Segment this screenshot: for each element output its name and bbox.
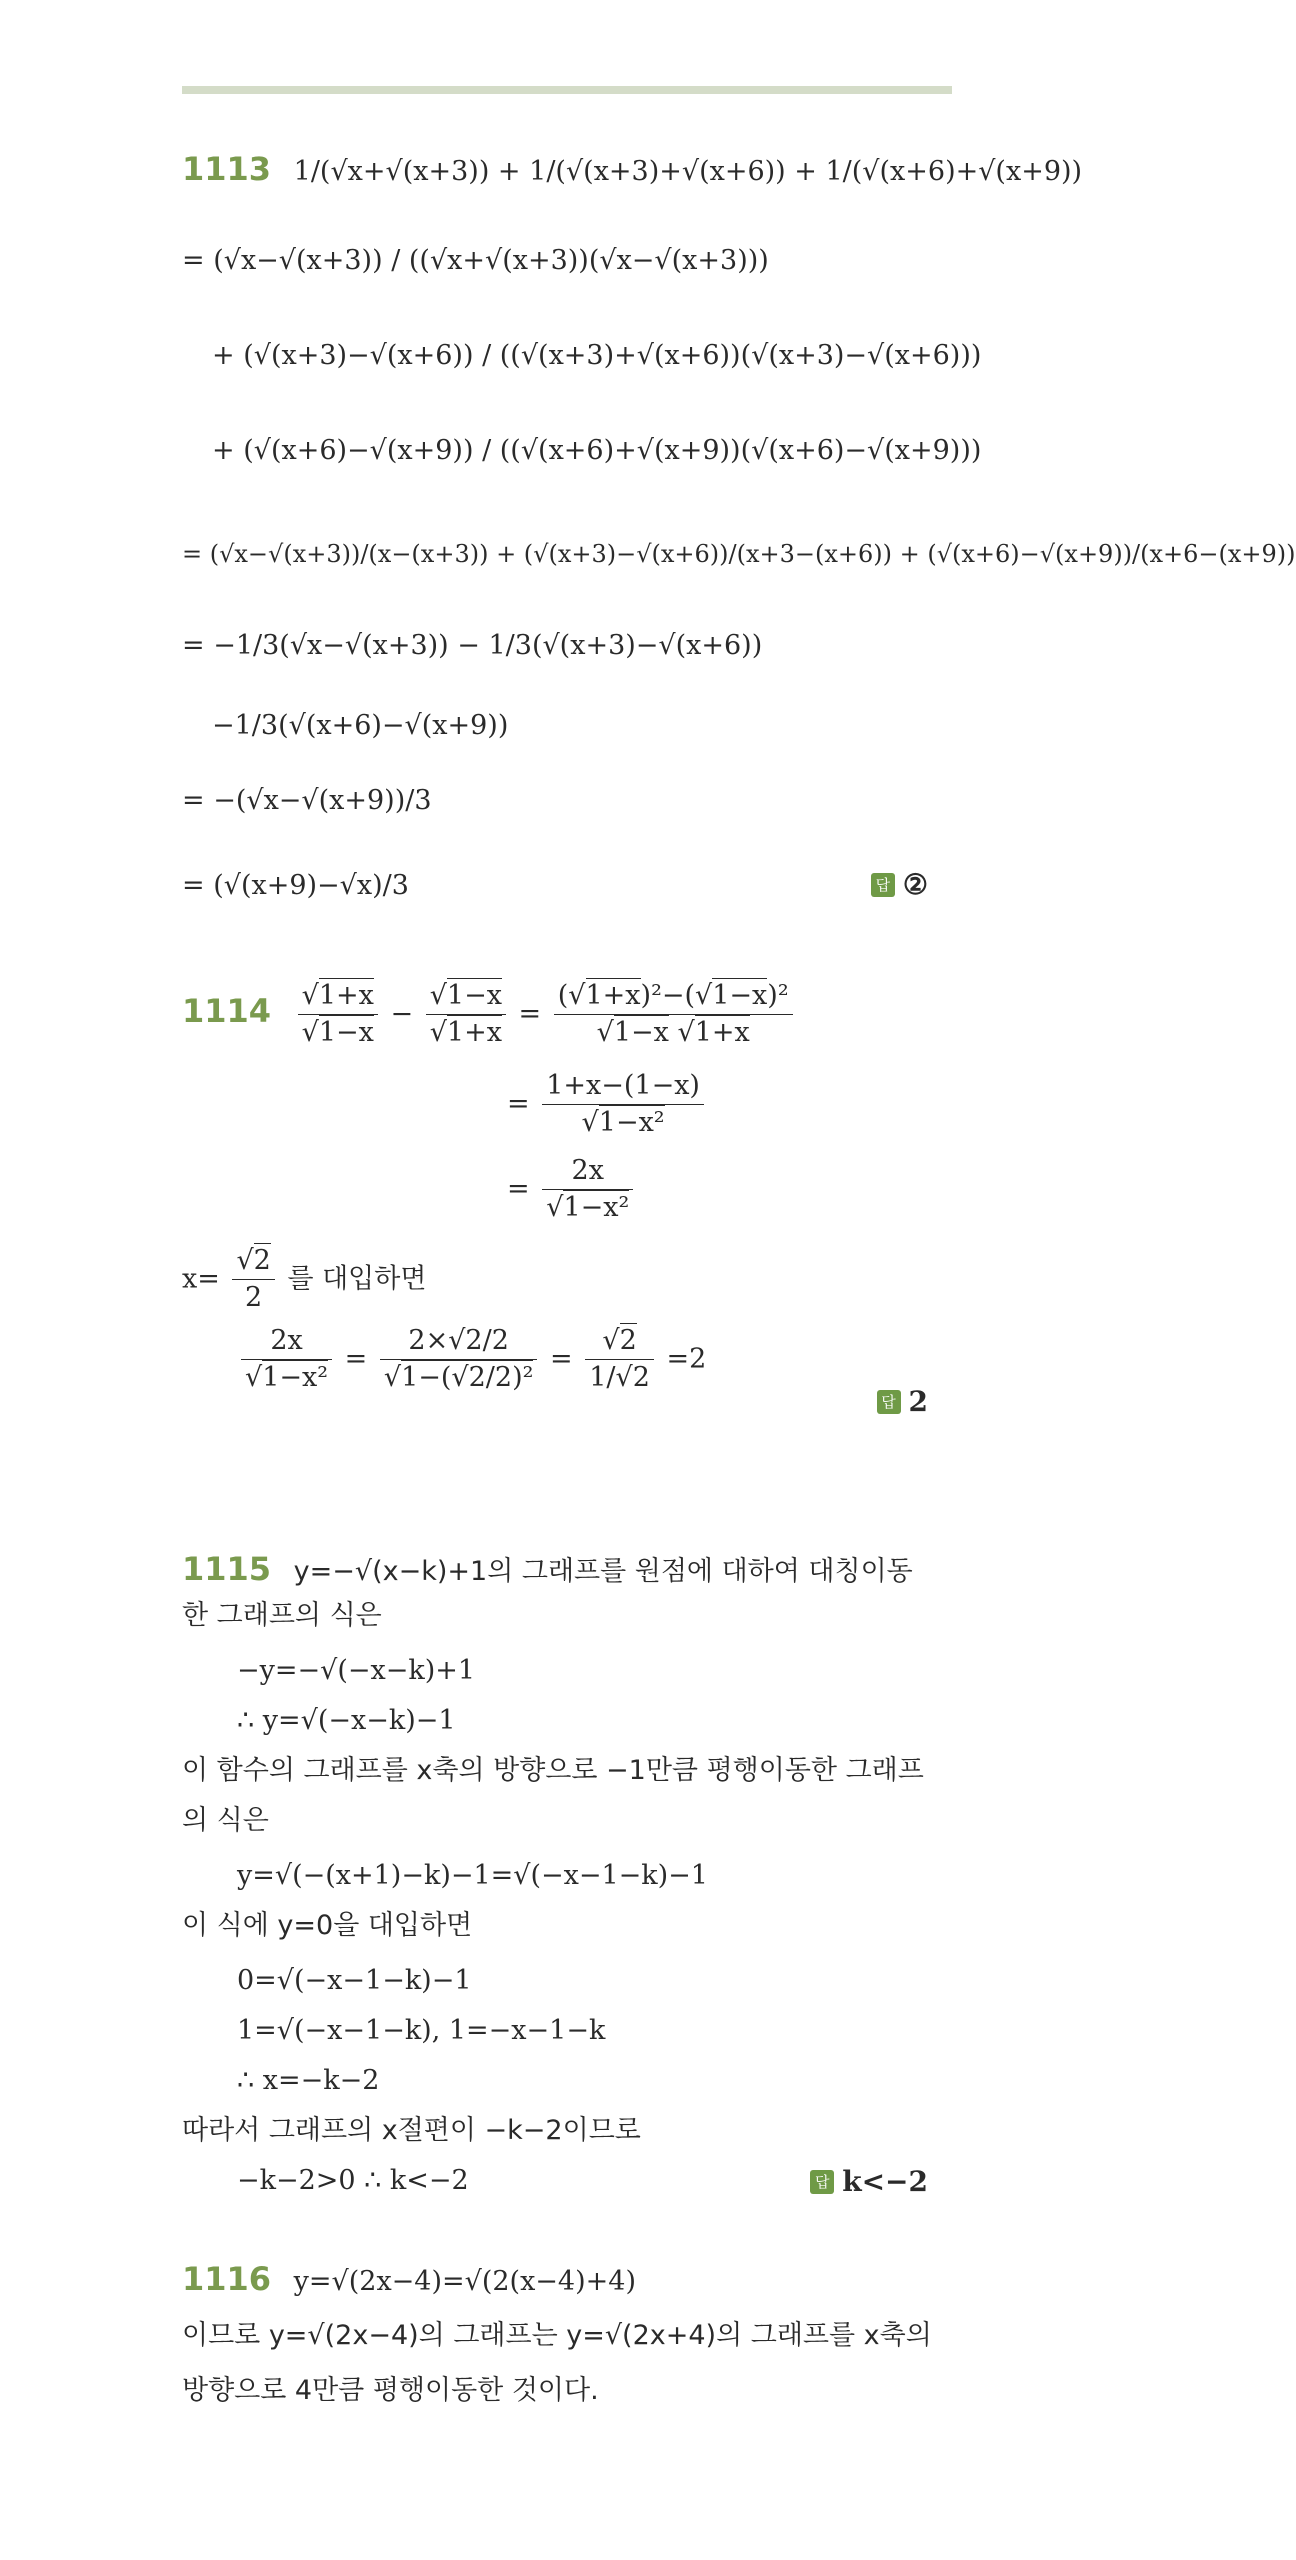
top-divider [182, 86, 952, 94]
fraction: $\frac{√1+x}{√1-x}$ [298, 980, 378, 1050]
equation-line: 1/(√x+√(x+3)) + 1/(√(x+3)+√(x+6)) + 1/(√(x+6)+√(x+9)) [293, 156, 1083, 187]
solution-1114: 1114 $\frac{√1+x}{√1-x}$ − $\frac{√1-x}{√1+x}$ = $\frac{\text{(√1+x)²−(√1−x)²}}{√1-x √1+x}$ = $\frac{1+x-(1-x)}{\text{√1−x²}}$ = $\frac{2x}{\text{√1−x²}}$ x= $\frac{√2}{2}$ 를 대입하면 $\frac{2x}{\text{√1−x²}}$ = $\frac{2\times√2/2}{\text{√1−(√2/2)²}}$ = $\frac{√2}{1/√2}$ =2 답 2 [182, 980, 928, 1418]
equation-line: −y=−√(−x−k)+1 [237, 1655, 476, 1686]
equation-line: = −(√x−√(x+9))/3 [182, 785, 432, 816]
problem-number: 1114 [182, 992, 272, 1031]
problem-number: 1113 [182, 150, 272, 188]
fraction: $\frac{2\times√2/2}{\text{√1−(√2/2)²}}$ [380, 1325, 538, 1395]
equation-line: + (√(x+6)−√(x+9)) / ((√(x+6)+√(x+9))(√(x+6)−√(x+9))) [212, 435, 982, 466]
fraction: $\frac{2x}{\text{√1−x²}}$ [241, 1325, 332, 1395]
solution-1116 [182, 2250, 942, 2430]
equation-line: y=√(2x−4)=√(2(x−4)+4) [293, 2266, 636, 2297]
fraction: $\frac{2x}{\text{√1−x²}}$ [542, 1155, 633, 1225]
text-line: 이므로 y=√(2x−4)의 그래프는 y=√(2x+4)의 그래프를 x축의 [182, 2320, 932, 2351]
fraction: $\frac{√2}{1/√2}$ [585, 1325, 654, 1395]
answer-1115 [810, 2165, 928, 2199]
fraction: $\frac{√1-x}{√1+x}$ [426, 980, 506, 1050]
problem-number: 1116 [182, 2260, 272, 2298]
text-line: 방향으로 4만큼 평행이동한 것이다. [182, 2375, 599, 2406]
equation-line: = (√(x+9)−√x)/3 [182, 870, 409, 901]
solution-1115 [182, 1540, 942, 2220]
answer-1114 [877, 1385, 928, 1419]
equation-line: ∴ y=√(−x−k)−1 [237, 1705, 456, 1736]
text-line: 한 그래프의 식은 [182, 1600, 382, 1631]
problem-number: 1115 [182, 1550, 272, 1588]
fraction: $\frac{1+x-(1-x)}{\text{√1−x²}}$ [542, 1070, 704, 1140]
answer-value: ② [902, 868, 928, 901]
text-line: 이 함수의 그래프를 x축의 방향으로 −1만큼 평행이동한 그래프 [182, 1755, 924, 1786]
answer-icon: 답 [871, 873, 895, 897]
equation-line: 0=√(−x−1−k)−1 [237, 1965, 472, 1996]
text-line: 의 식은 [182, 1805, 269, 1836]
equation-line: y=√(−(x+1)−k)−1=√(−x−1−k)−1 [237, 1860, 708, 1891]
text-line: 따라서 그래프의 x절편이 −k−2이므로 [182, 2115, 641, 2146]
fraction: $\frac{√2}{2}$ [232, 1245, 274, 1315]
equation-line: ∴ x=−k−2 [237, 2065, 380, 2096]
fraction: $\frac{\text{(√1+x)²−(√1−x)²}}{√1-x √1+x}$ [554, 980, 793, 1050]
text: 를 대입하면 [287, 1263, 427, 1295]
equation-line: + (√(x+3)−√(x+6)) / ((√(x+3)+√(x+6))(√(x+3)−√(x+6))) [212, 340, 982, 371]
answer-value: k<−2 [842, 2165, 928, 2198]
equation-line: −1/3(√(x+6)−√(x+9)) [212, 710, 509, 741]
answer-value: 2 [908, 1385, 928, 1418]
text-line: y=−√(x−k)+1의 그래프를 원점에 대하여 대칭이동 [293, 1556, 913, 1587]
equation-line: = (√x−√(x+3)) / ((√x+√(x+3))(√x−√(x+3))) [182, 245, 769, 276]
answer-icon: 답 [877, 1390, 901, 1414]
equation-line: = (√x−√(x+3))/(x−(x+3)) + (√(x+3)−√(x+6))/(x+3−(x+6)) + (√(x+6)−√(x+9))/(x+6−(x+9)) [182, 540, 1296, 568]
equation-line: 1=√(−x−1−k), 1=−x−1−k [237, 2015, 606, 2046]
equation-line: = −1/3(√x−√(x+3)) − 1/3(√(x+3)−√(x+6)) [182, 630, 763, 661]
solution-1113 [182, 140, 1296, 940]
text-line: 이 식에 y=0을 대입하면 [182, 1910, 473, 1941]
answer-icon: 답 [810, 2170, 834, 2194]
answer-1113 [871, 868, 928, 902]
equation-line: −k−2>0 ∴ k<−2 [237, 2165, 469, 2196]
